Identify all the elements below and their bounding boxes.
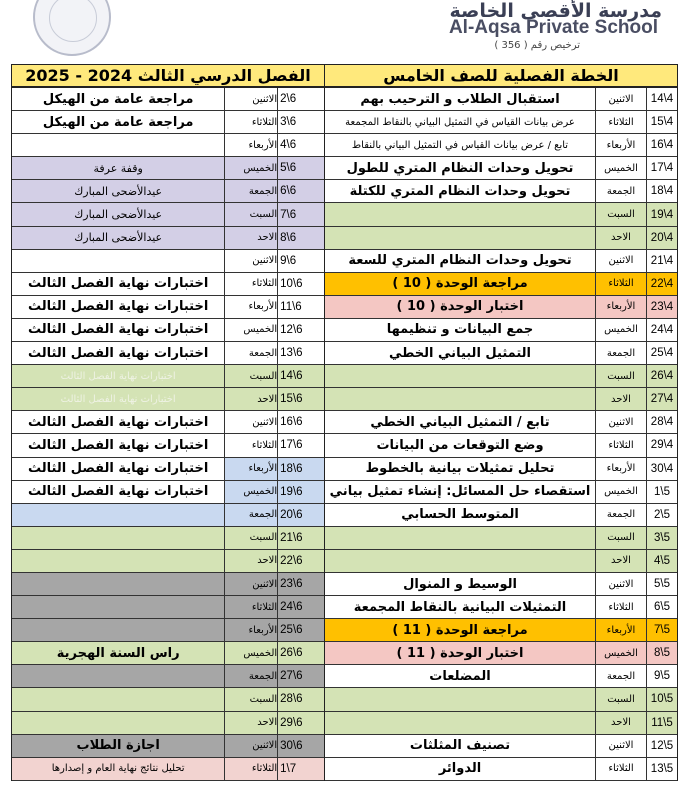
date-cell: 25\6 [277,619,324,641]
event-cell [325,203,595,225]
table-row [12,157,324,180]
table-row [12,296,324,319]
table-row [325,504,677,527]
day-cell: الأربعاء [595,134,646,156]
school-logo-icon [33,0,111,56]
event-cell: راس السنة الهجرية [56,645,180,661]
day-cell: الثلاثاء [595,111,646,133]
day-cell: الاثنين [224,88,277,110]
event-cell [12,550,224,572]
date-cell: 28\4 [646,411,677,433]
day-cell: الثلاثاء [595,273,646,295]
date-cell: 14\4 [646,88,677,110]
date-cell: 29\6 [277,712,324,734]
table-row [12,88,324,111]
day-cell: الخميس [224,157,277,179]
table-row [12,134,324,157]
table-row [12,642,324,665]
event-cell: اختبارات نهاية الفصل الثالث [28,276,209,292]
day-cell: الجمعة [595,342,646,364]
date-cell: 5\6 [277,157,324,179]
table-row [325,712,677,735]
date-cell: 9\6 [277,250,324,272]
event-cell: اختبارات نهاية الفصل الثالث [28,299,209,315]
day-cell: الأربعاء [224,134,277,156]
date-cell: 1\7 [277,758,324,780]
event-cell: التمثيلات البيانية بالنقاط المجمعة [353,599,567,615]
day-cell: السبت [595,203,646,225]
day-cell: الاثنين [224,411,277,433]
date-cell: 8\6 [277,227,324,249]
date-cell: 15\4 [646,111,677,133]
day-cell: الخميس [595,642,646,664]
date-cell: 20\6 [277,504,324,526]
date-cell: 16\4 [646,134,677,156]
day-cell: الاثنين [595,250,646,272]
table-row [12,434,324,457]
day-cell: الثلاثاء [595,758,646,780]
date-cell: 7\6 [277,203,324,225]
event-cell [12,573,224,595]
day-cell: الخميس [595,319,646,341]
event-cell: عيدالأضحى المبارك [74,184,163,198]
date-cell: 22\4 [646,273,677,295]
date-cell: 13\6 [277,342,324,364]
right-schedule-table [325,64,678,781]
event-cell: تحويل وحدات النظام المتري للطول [346,160,574,176]
event-cell: التمثيل البياني الخطي [388,345,532,361]
date-cell: 25\4 [646,342,677,364]
table-row [12,596,324,619]
day-cell: الثلاثاء [224,273,277,295]
date-cell: 27\6 [277,665,324,687]
table-row [325,227,677,250]
day-cell: الثلاثاء [224,758,277,780]
day-cell: الاثنين [224,573,277,595]
day-cell: السبت [595,365,646,387]
date-cell: 19\4 [646,203,677,225]
day-cell: الجمعة [224,504,277,526]
table-row [12,573,324,596]
day-cell: الاحد [224,550,277,572]
day-cell: السبت [224,365,277,387]
date-cell: 2\6 [277,88,324,110]
date-cell: 4\6 [277,134,324,156]
table-row [12,319,324,342]
table-row [325,481,677,504]
day-cell: السبت [224,688,277,710]
day-cell: الاحد [595,712,646,734]
day-cell: الثلاثاء [224,111,277,133]
day-cell: الاثنين [224,250,277,272]
event-cell [325,712,595,734]
table-row [12,619,324,642]
day-cell: السبت [595,527,646,549]
date-cell: 12\6 [277,319,324,341]
date-cell: 9\5 [646,665,677,687]
table-row [12,527,324,550]
event-cell: تحويل وحدات النظام المتري للسعة [348,253,572,269]
event-cell: مراجعة عامة من الهيكل [42,91,194,107]
date-cell: 23\6 [277,573,324,595]
event-cell [325,527,595,549]
table-row [325,319,677,342]
school-header [0,0,688,62]
day-cell: الاثنين [595,735,646,757]
table-row [325,619,677,642]
table-row [325,411,677,434]
event-cell: اختبار الوحدة ( 11 ) [396,645,524,661]
day-cell: الاثنين [595,411,646,433]
table-row [325,458,677,481]
day-cell: الثلاثاء [595,596,646,618]
event-cell: عيدالأضحى المبارك [74,231,163,245]
event-cell [325,227,595,249]
event-cell: مراجعة الوحدة ( 10 ) [392,276,528,292]
date-cell: 6\6 [277,180,324,202]
event-cell [12,527,224,549]
day-cell: الجمعة [595,665,646,687]
table-row [325,273,677,296]
event-cell [12,504,224,526]
day-cell: الأربعاء [595,619,646,641]
date-cell: 11\6 [277,296,324,318]
plan-title: الخطة الفصلية للصف الخامس [383,66,619,85]
table-row [325,665,677,688]
date-cell: 6\5 [646,596,677,618]
day-cell: الجمعة [224,180,277,202]
table-row [325,688,677,711]
date-cell: 12\5 [646,735,677,757]
day-cell: الاحد [224,388,277,410]
table-row [325,111,677,134]
event-cell [12,712,224,734]
day-cell: الأربعاء [224,619,277,641]
day-cell: الثلاثاء [224,596,277,618]
day-cell: الجمعة [595,504,646,526]
event-cell [12,134,224,156]
table-row [12,481,324,504]
table-row [325,342,677,365]
date-cell: 3\5 [646,527,677,549]
table-row [12,688,324,711]
day-cell: الخميس [224,319,277,341]
day-cell: الاثنين [595,88,646,110]
table-row [325,134,677,157]
event-cell: المتوسط الحسابي [401,507,519,523]
table-row [325,527,677,550]
table-row [325,550,677,573]
date-cell: 26\4 [646,365,677,387]
date-cell: 23\4 [646,296,677,318]
date-cell: 10\6 [277,273,324,295]
event-cell: تحويل وحدات النظام المتري للكتلة [349,183,571,199]
event-cell: اختبارات نهاية الفصل الثالث [28,414,209,430]
event-cell [325,688,595,710]
event-cell: مراجعة الوحدة ( 11 ) [392,622,528,638]
day-cell: الاحد [224,712,277,734]
table-row [325,203,677,226]
date-cell: 10\5 [646,688,677,710]
table-row [12,273,324,296]
date-cell: 11\5 [646,712,677,734]
table-row [325,758,677,781]
table-row [12,758,324,781]
event-cell: استقبال الطلاب و الترحيب بهم [360,91,560,107]
event-cell: وضع التوقعات من البيانات [376,437,544,453]
date-cell: 18\6 [277,458,324,480]
table-row [325,735,677,758]
table-row [12,712,324,735]
event-cell: اختبارات نهاية الفصل الثالث [28,484,209,500]
date-cell: 20\4 [646,227,677,249]
event-cell: المضلعات [429,668,491,684]
event-cell [325,388,595,410]
date-cell: 21\4 [646,250,677,272]
date-cell: 24\6 [277,596,324,618]
day-cell: الثلاثاء [595,434,646,456]
date-cell: 28\6 [277,688,324,710]
date-cell: 22\6 [277,550,324,572]
date-cell: 5\5 [646,573,677,595]
event-cell: الدوائر [438,761,482,777]
day-cell: السبت [224,203,277,225]
table-row [12,203,324,226]
semester-title: الفصل الدرسي الثالث 2024 - 2025 [25,66,311,85]
table-row [12,111,324,134]
date-cell: 3\6 [277,111,324,133]
event-cell: استقصاء حل المسائل: إنشاء تمثيل بياني [329,484,591,500]
table-row [325,180,677,203]
day-cell: الجمعة [224,342,277,364]
date-cell: 14\6 [277,365,324,387]
date-cell: 30\6 [277,735,324,757]
event-cell: تحليل تمثيلات بيانية بالخطوط [365,461,555,477]
event-cell: الوسيط و المنوال [403,576,517,592]
date-cell: 24\4 [646,319,677,341]
event-cell: اختبار الوحدة ( 10 ) [396,299,524,315]
license-number: ترخيص رقم ( 356 ) [494,40,580,51]
day-cell: السبت [595,688,646,710]
day-cell: الاحد [595,388,646,410]
event-cell: تابع / التمثيل البياني الخطي [370,414,550,430]
event-cell [325,365,595,387]
table-row [325,596,677,619]
event-cell [12,619,224,641]
table-row [12,458,324,481]
school-name-en: Al-Aqsa Private School [448,17,658,38]
table-row [12,227,324,250]
event-cell: اختبارات نهاية الفصل الثالث [28,322,209,338]
day-cell: الخميس [595,157,646,179]
event-cell: عيدالأضحى المبارك [74,208,163,222]
event-cell [12,665,224,687]
event-cell: جمع البيانات و تنظيمها [386,322,534,338]
date-cell: 8\5 [646,642,677,664]
event-cell: اختبارات نهاية الفصل الثالث [28,437,209,453]
day-cell: الأربعاء [224,458,277,480]
event-cell [12,596,224,618]
day-cell: الاثنين [224,735,277,757]
date-cell: 16\6 [277,411,324,433]
date-cell: 19\6 [277,481,324,503]
day-cell: الثلاثاء [224,434,277,456]
event-cell: تصنيف المثلثات [409,738,511,754]
event-cell: اختبارات نهاية الفصل الثالث [28,345,209,361]
table-row [325,573,677,596]
table-row [325,250,677,273]
table-row [12,388,324,411]
event-cell: تحليل نتائج نهاية العام و إصدارها [51,763,185,775]
right-title-row [325,65,677,88]
event-cell: عرض بيانات القياس في التمثيل البياني بالنقاط المجمعة [345,116,575,128]
table-row [325,642,677,665]
table-row [325,157,677,180]
day-cell: الأربعاء [595,458,646,480]
table-row [12,180,324,203]
table-row [12,665,324,688]
table-row [325,296,677,319]
day-cell: الاثنين [595,573,646,595]
day-cell: الاحد [595,550,646,572]
event-cell: مراجعة عامة من الهيكل [42,114,194,130]
day-cell: الخميس [595,481,646,503]
event-cell: تابع / عرض بيانات القياس في التمثيل البياني بالنقاط [351,139,569,151]
date-cell: 30\4 [646,458,677,480]
table-row [325,388,677,411]
day-cell: الخميس [224,481,277,503]
table-row [12,342,324,365]
table-row [12,365,324,388]
date-cell: 7\5 [646,619,677,641]
date-cell: 27\4 [646,388,677,410]
left-schedule-table [11,64,325,781]
date-cell: 15\6 [277,388,324,410]
date-cell: 1\5 [646,481,677,503]
event-cell [12,688,224,710]
event-cell: اجازة الطلاب [76,738,160,754]
event-cell: اختبارات نهاية الفصل الثالث [60,393,176,405]
day-cell: الاحد [224,227,277,249]
left-title-row [12,65,324,88]
day-cell: الاحد [595,227,646,249]
date-cell: 4\5 [646,550,677,572]
event-cell [12,250,224,272]
event-cell [325,550,595,572]
table-row [325,365,677,388]
day-cell: السبت [224,527,277,549]
event-cell: وقفة عرفة [93,161,143,175]
table-row [12,735,324,758]
table-row [12,504,324,527]
event-cell: اختبارات نهاية الفصل الثالث [28,461,209,477]
date-cell: 17\6 [277,434,324,456]
date-cell: 17\4 [646,157,677,179]
table-row [325,434,677,457]
date-cell: 21\6 [277,527,324,549]
day-cell: الجمعة [595,180,646,202]
day-cell: الجمعة [224,665,277,687]
day-cell: الأربعاء [595,296,646,318]
date-cell: 18\4 [646,180,677,202]
table-row [12,411,324,434]
table-row [325,88,677,111]
day-cell: الخميس [224,642,277,664]
date-cell: 26\6 [277,642,324,664]
table-row [12,250,324,273]
event-cell: اختبارات نهاية الفصل الثالث [60,370,176,382]
school-name-ar: مدرسة الأقصى الخاصة [449,0,662,22]
table-row [12,550,324,573]
date-cell: 29\4 [646,434,677,456]
day-cell: الأربعاء [224,296,277,318]
date-cell: 13\5 [646,758,677,780]
date-cell: 2\5 [646,504,677,526]
